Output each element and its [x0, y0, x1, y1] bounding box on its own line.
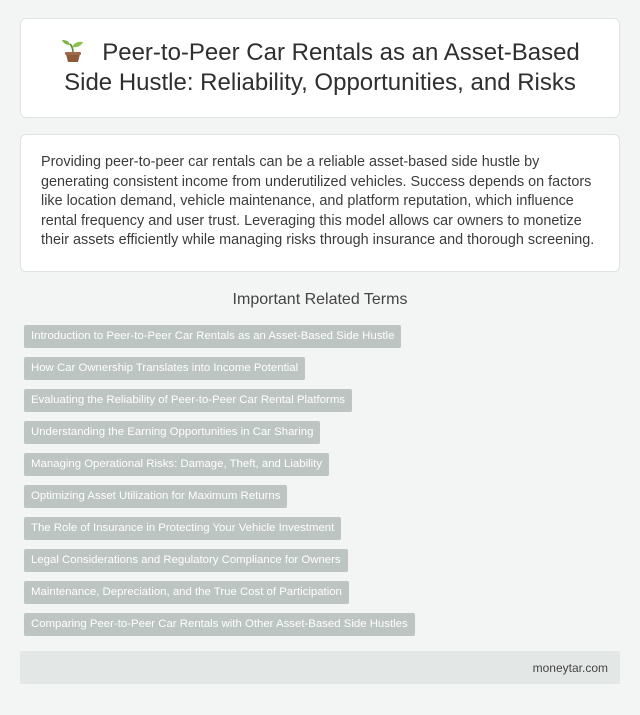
related-terms-heading: Important Related Terms [232, 291, 408, 308]
related-term-link[interactable]: Comparing Peer-to-Peer Car Rentals with Other Asset-Based Side Hustles [24, 613, 415, 636]
footer-site-link[interactable]: moneytar.com [532, 660, 608, 675]
related-term-link[interactable]: Maintenance, Depreciation, and the True Cost of Participation [24, 581, 349, 604]
title-card [20, 18, 620, 118]
related-term-link[interactable]: Introduction to Peer-to-Peer Car Rentals as an Asset-Based Side Hustle [24, 325, 401, 348]
related-term-link[interactable]: The Role of Insurance in Protecting Your Vehicle Investment [24, 517, 341, 540]
sprout-icon [60, 39, 86, 63]
page-title [45, 38, 595, 98]
related-term-link[interactable]: Optimizing Asset Utilization for Maximum Returns [24, 485, 287, 508]
related-term-link[interactable]: Understanding the Earning Opportunities in Car Sharing [24, 421, 320, 444]
page-title-text: Peer-to-Peer Car Rentals as an Asset-Based Side Hustle: Reliability, Opportunities, and Risks [64, 39, 580, 96]
summary-card [20, 134, 620, 272]
related-term-link[interactable]: Legal Considerations and Regulatory Compliance for Owners [24, 549, 348, 572]
related-term-link[interactable]: How Car Ownership Translates into Income Potential [24, 357, 305, 380]
related-terms-list [24, 325, 620, 645]
related-term-link[interactable]: Evaluating the Reliability of Peer-to-Peer Car Rental Platforms [24, 389, 352, 412]
footer [20, 651, 620, 684]
related-term-link[interactable]: Managing Operational Risks: Damage, Theft, and Liability [24, 453, 329, 476]
summary-text: Providing peer-to-peer car rentals can be a reliable asset-based side hustle by generating consistent income from underutilized vehicles. Success depends on factors like location demand, vehicle maintenance, and platform reputation, which influence rental frequency and user trust. Leveraging this model allows car owners to monetize their assets efficiently while managing risks through insurance and thorough screening. [41, 154, 595, 249]
